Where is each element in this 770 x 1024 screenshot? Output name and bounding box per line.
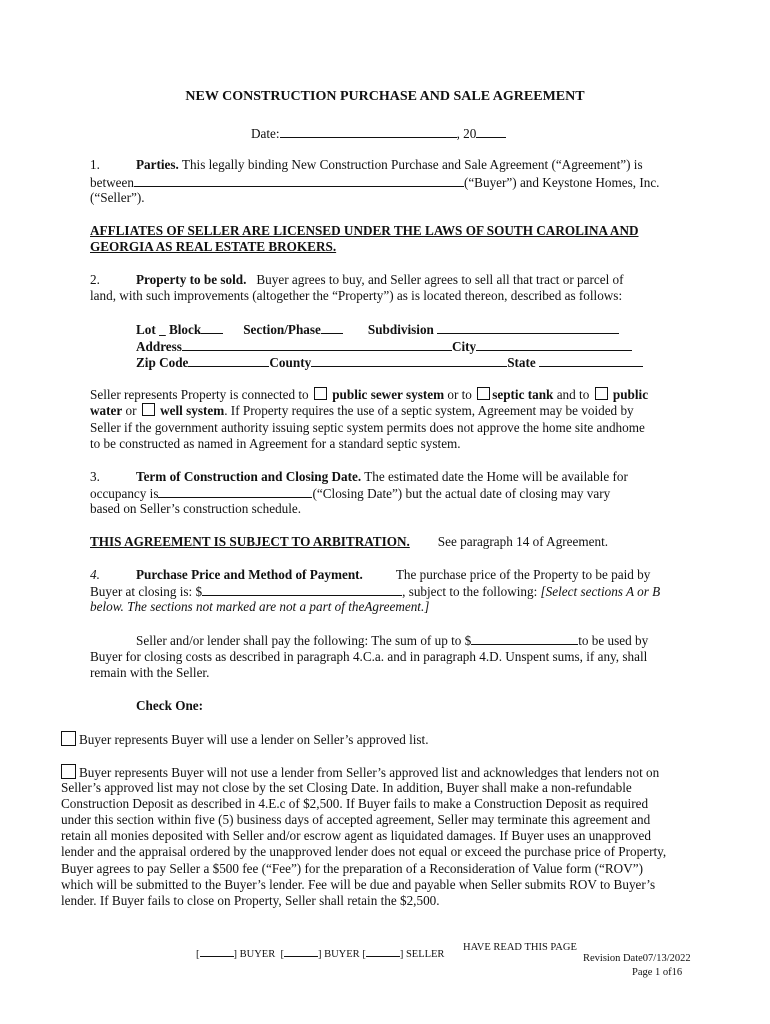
section-4-line-3: below. The sections not marked are not a part of theAgreement.] [90, 599, 430, 614]
state-field[interactable] [539, 354, 643, 367]
buyer-name-field[interactable] [134, 174, 464, 187]
option-b-line-5: retain all monies deposited with Seller and/or escrow agent as liquidated damages. If Buyer uses an unapproved [61, 828, 651, 843]
closing-costs-text: to be used by [578, 633, 649, 648]
closing-costs-line-3: remain with the Seller. [90, 665, 210, 680]
section-3-line-2 [90, 485, 610, 503]
section-1-line-1 [90, 157, 643, 174]
section-number: 2. [90, 272, 100, 287]
buyer-2-label: BUYER [324, 949, 360, 960]
buyer-1-initials-field[interactable] [200, 946, 234, 957]
block-field[interactable] [201, 321, 223, 334]
septic-tank-checkbox[interactable] [477, 387, 490, 400]
option-b-line-3: Construction Deposit as described in 4.E.c of $2,500. If Buyer fails to make a Construction Deposit as required [61, 796, 649, 811]
option-a-checkbox[interactable] [61, 731, 76, 746]
public-sewer-checkbox[interactable] [314, 387, 327, 400]
section-number: 3. [90, 469, 100, 484]
section-text: This legally binding New Construction Purchase and Sale Agreement (“Agreement”) is [178, 157, 643, 172]
septic-line-1 [90, 387, 648, 404]
closing-costs-field[interactable] [471, 632, 578, 645]
zip-field[interactable] [188, 354, 269, 367]
arbitration-heading: THIS AGREEMENT IS SUBJECT TO ARBITRATION. [90, 534, 410, 549]
buyer-2-initials-field[interactable] [284, 946, 318, 957]
public-water-label: public [612, 387, 649, 402]
option-b-text: Buyer represents Buyer will not use a lender from Seller’s approved list and acknowledges that lenders not on [79, 765, 660, 780]
property-row-3 [136, 354, 643, 372]
section-text: , subject to the following: [402, 584, 541, 599]
septic-text: and to [553, 387, 590, 402]
occupancy-label: occupancy is [90, 486, 159, 501]
septic-text: Seller represents Property is connected to [90, 387, 309, 402]
county-label: County [269, 355, 312, 370]
section-2-line-2: land, with such improvements (altogether the “Property”) as is located thereon, described as follows: [90, 288, 623, 303]
section-4-line-2 [90, 583, 660, 601]
closing-costs-text: Seller and/or lender shall pay the following: The sum of up to $ [136, 633, 472, 648]
arbitration-reference: See paragraph 14 of Agreement. [437, 534, 609, 549]
year-prefix: , 20 [456, 126, 477, 141]
buyer-tail-text: (“Buyer”) and Keystone Homes, Inc. [463, 175, 660, 190]
select-instruction: [Select sections A or B [540, 584, 661, 599]
purchase-price-field[interactable] [202, 583, 402, 596]
seller-initials-field[interactable] [366, 946, 400, 957]
section-heading: Purchase Price and Method of Payment. [136, 567, 363, 582]
closing-costs-line-2: Buyer for closing costs as described in paragraph 4.C.a. and in paragraph 4.D. Unspent sums, if any, shall [90, 649, 648, 664]
option-b-line-9: lender. If Buyer fails to close on Property, Seller shall retain the $2,500. [61, 893, 440, 908]
between-label: between [90, 175, 134, 190]
city-label: City [451, 339, 477, 354]
affiliates-line-1: AFFLIATES OF SELLER ARE LICENSED UNDER THE LAWS OF SOUTH CAROLINA AND [90, 223, 639, 238]
section-phase-label: Section/Phase [243, 322, 321, 337]
section-number: 1. [90, 157, 100, 172]
purchase-price-label: Buyer at closing is: $ [90, 584, 203, 599]
section-text: The estimated date the Home will be available for [361, 469, 628, 484]
septic-text: . If Property requires the use of a septic system, Agreement may be voided by [224, 403, 634, 418]
affiliates-line-2: GEORGIA AS REAL ESTATE BROKERS. [90, 239, 337, 254]
date-field[interactable] [280, 125, 457, 138]
option-b-line-6: lender and the appraisal ordered by the unapproved lender does not equal or exceed the purchase price of Property, [61, 844, 667, 859]
block-label: Block [168, 322, 202, 337]
closing-costs-line-1 [136, 632, 648, 650]
buyer-1-label: BUYER [239, 949, 276, 960]
well-system-checkbox[interactable] [142, 403, 155, 416]
option-b-line-1 [61, 764, 659, 782]
option-b-line-2: Seller’s approved list may not close by the set Closing Date. In addition, Buyer shall make a non-refundable [61, 780, 632, 795]
arbitration-line [90, 534, 608, 551]
well-system-label: well system [160, 403, 225, 418]
address-label: Address [136, 339, 182, 354]
section-text: Buyer agrees to buy, and Seller agrees to sell all that tract or parcel of [256, 272, 624, 287]
section-text: The purchase price of the Property to be paid by [395, 567, 651, 582]
state-label: State [507, 355, 536, 370]
lot-label: Lot _ [136, 322, 166, 337]
address-field[interactable] [182, 338, 452, 351]
closing-date-field[interactable] [158, 485, 312, 498]
section-3-line-1 [90, 469, 628, 486]
revision-date: Revision Date07/13/2022 [583, 953, 691, 964]
option-b-checkbox[interactable] [61, 764, 76, 779]
public-water-checkbox[interactable] [595, 387, 608, 400]
seller-label: (“Seller”). [90, 190, 145, 205]
section-heading: Term of Construction and Closing Date. [136, 469, 362, 484]
public-water-label: water [90, 403, 123, 418]
date-line [251, 125, 506, 143]
have-read-label: HAVE READ THIS PAGE [463, 942, 577, 953]
subdivision-field[interactable] [437, 321, 619, 334]
option-b-line-4: under this section within five (5) business days of accepted agreement, Seller may terminate this agreement and [61, 812, 651, 827]
seller-label: SELLER [405, 949, 445, 960]
document-title: NEW CONSTRUCTION PURCHASE AND SALE AGREEMENT [185, 89, 585, 104]
subdivision-label: Subdivision [367, 322, 434, 337]
section-2-line-1 [90, 272, 624, 289]
page-number: Page 1 of16 [632, 967, 683, 978]
check-one-label: Check One: [136, 698, 204, 713]
city-field[interactable] [476, 338, 632, 351]
zip-label: Zip Code [136, 355, 189, 370]
section-number: 4. [90, 567, 100, 582]
year-field[interactable] [476, 125, 506, 138]
septic-line-3: Seller if the government authority issuing septic system permits does not approve the home site andhome [90, 420, 645, 435]
section-4-line-1 [90, 567, 650, 584]
septic-tank-label: septic tank [492, 387, 554, 402]
initials-row: [ ] BUYER [ ] BUYER [ ] SELLER [196, 946, 444, 960]
section-3-line-3: based on Seller’s construction schedule. [90, 501, 302, 516]
section-1-line-2 [90, 174, 659, 192]
option-b-line-8: which will be submitted to the Buyer’s lender. Fee will be due and payable when Seller submits ROV to Buyer’s [61, 877, 656, 892]
septic-text: or [122, 403, 137, 418]
date-label: Date: [251, 126, 280, 141]
closing-tail-text: (“Closing Date”) but the actual date of closing may vary [312, 486, 611, 501]
option-a-text: Buyer represents Buyer will use a lender on Seller’s approved list. [79, 732, 429, 747]
septic-text: or to [444, 387, 472, 402]
county-field[interactable] [311, 354, 507, 367]
septic-line-4: to be constructed as named in Agreement for a standard septic system. [90, 436, 461, 451]
section-heading: Parties. [136, 157, 179, 172]
property-row-1 [136, 321, 619, 339]
option-b-line-7: Buyer agrees to pay Seller a $500 fee (“Fee”) for the preparation of a Reconsideration of Value form (“ROV”) [61, 861, 643, 876]
section-phase-field[interactable] [321, 321, 343, 334]
septic-line-2 [90, 403, 634, 420]
public-sewer-label: public sewer system [332, 387, 445, 402]
section-heading: Property to be sold. [136, 272, 247, 287]
property-row-2 [136, 338, 632, 356]
option-a-line [61, 731, 429, 749]
